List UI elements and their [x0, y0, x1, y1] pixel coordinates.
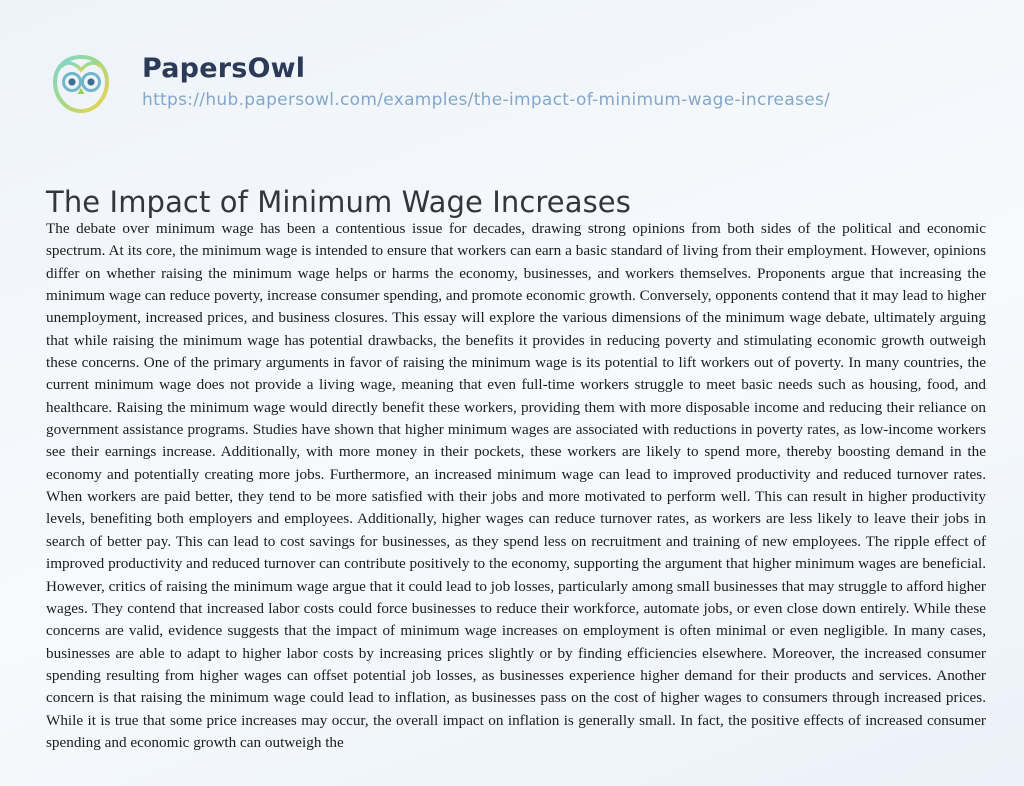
owl-logo-icon	[50, 54, 114, 116]
brand-name: PapersOwl	[142, 53, 306, 84]
page-title: The Impact of Minimum Wage Increases	[46, 185, 631, 220]
site-header	[18, 18, 1006, 118]
document-body-text: The debate over minimum wage has been a contentious issue for decades, drawing strong opinions from both sides of the political and economic spectrum. At its core, the minimum wage is intended to ensure that workers can earn a basic standard of living from their employment. However, opinions differ on whether raising the minimum wage helps or harms the economy, businesses, and workers themselves. Proponents argue that increasing the minimum wage can reduce poverty, increase consumer spending, and promote economic growth. Conversely, opponents contend that it may lead to higher unemployment, increased prices, and business closures. This essay will explore the various dimensions of the minimum wage debate, ultimately arguing that while raising the minimum wage has potential drawbacks, the benefits it provides in reducing poverty and stimulating economic growth outweigh these concerns. One of the primary arguments in favor of raising the minimum wage is its potential to lift workers out of poverty. In many countries, the current minimum wage does not provide a living wage, meaning that even full-time workers struggle to meet basic needs such as housing, food, and healthcare. Raising the minimum wage would directly benefit these workers, providing them with more disposable income and reducing their reliance on government assistance programs. Studies have shown that higher minimum wages are associated with reductions in poverty rates, as low-income workers see their earnings increase. Additionally, with more money in their pockets, these workers are likely to spend more, thereby boosting demand in the economy and potentially creating more jobs. Furthermore, an increased minimum wage can lead to improved productivity and reduced turnover rates. When workers are paid better, they tend to be more satisfied with their jobs and more motivated to perform well. This can result in higher productivity levels, benefiting both employers and employees. Additionally, higher wages can reduce turnover rates, as workers are less likely to leave their jobs in search of better pay. This can lead to cost savings for businesses, as they spend less on recruitment and training of new employees. The ripple effect of improved productivity and reduced turnover can contribute positively to the economy, supporting the argument that higher minimum wages are beneficial. However, critics of raising the minimum wage argue that it could lead to job losses, particularly among small businesses that may struggle to afford higher wages. They contend that increased labor costs could force businesses to reduce their workforce, automate jobs, or even close down entirely. While these concerns are valid, evidence suggests that the impact of minimum wage increases on employment is often minimal or even negligible. In many cases, businesses are able to adapt to higher labor costs by increasing prices slightly or by finding efficiencies elsewhere. Moreover, the increased consumer spending resulting from higher wages can offset potential job losses, as businesses experience higher demand for their products and services. Another concern is that raising the minimum wage could lead to inflation, as businesses pass on the cost of higher wages to consumers through increased prices. While it is true that some price increases may occur, the overall impact on inflation is generally small. In fact, the positive effects of increased consumer spending and economic growth can outweigh the	[46, 220, 986, 751]
brand-block	[142, 54, 830, 110]
document-sheet	[18, 18, 1006, 768]
site-url[interactable]: https://hub.papersowl.com/examples/the-impact-of-minimum-wage-increases/	[142, 89, 831, 110]
